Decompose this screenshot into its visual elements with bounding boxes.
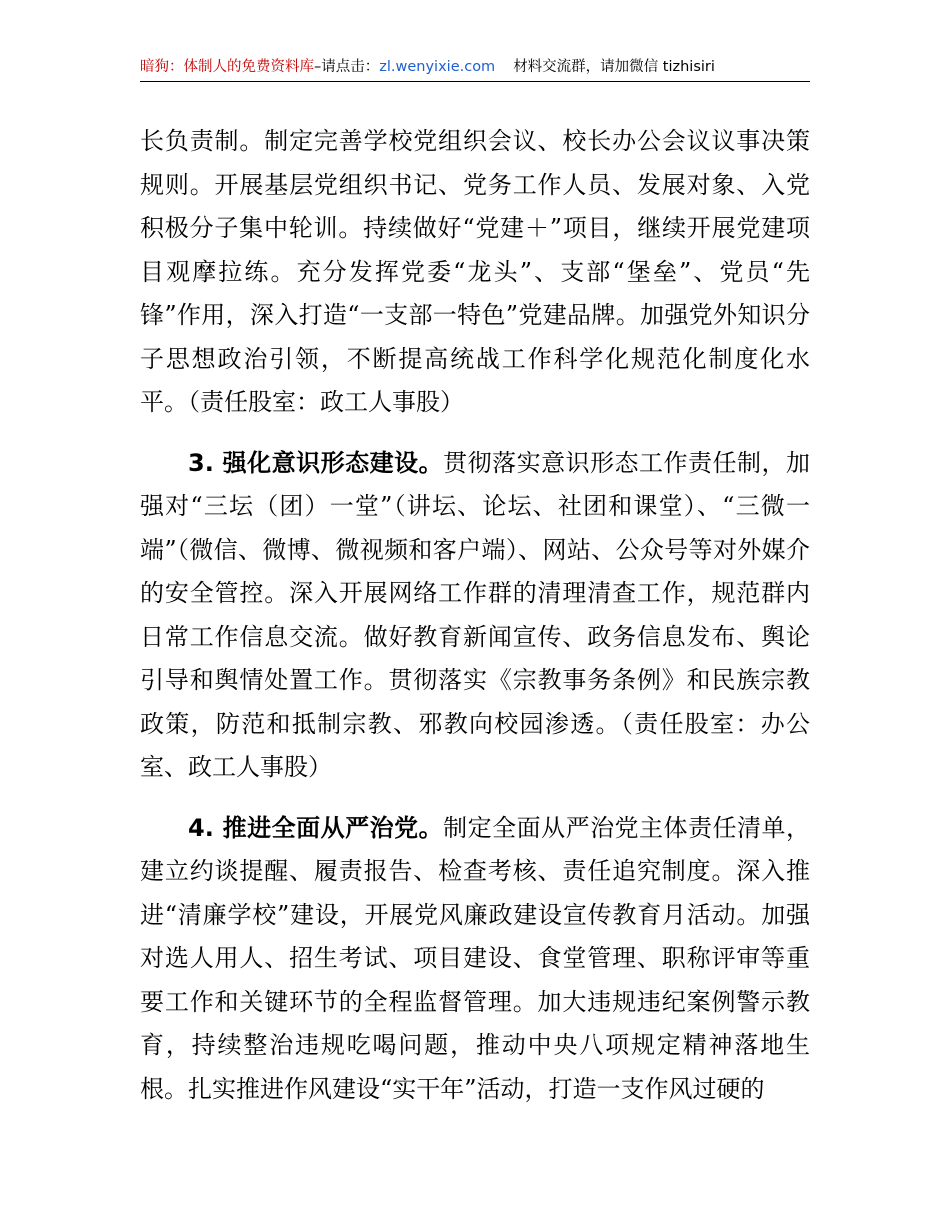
header-click-prompt: –请点击： <box>314 59 380 75</box>
header-link[interactable]: zl.wenyixie.com <box>379 59 496 75</box>
paragraph-section-3 <box>140 442 810 790</box>
paragraph-text: 制定全面从严治党主体责任清单，建立约谈提醒、履责报告、检查考核、责任追究制度。深入推进“清廉学校”建设，开展党风廉政建设宣传教育月活动。加强对选人用人、招生考试、项目建设、食堂管理、职称评审等重要工作和关键环节的全程监督管理。加大违规违纪案例警示教育，持续整治违规吃喝问题，推动中央八项规定精神落地生根。扎实推进作风建设“实干年”活动，打造一支作风过硬的 <box>140 813 811 1103</box>
document-body <box>140 120 810 1111</box>
page-header <box>140 56 810 82</box>
paragraph-continuation <box>140 120 810 425</box>
section-heading: 3. 强化意识形态建设。 <box>188 448 444 477</box>
paragraph-text: 贯彻落实意识形态工作责任制，加强对“三坛（团）一堂”（讲坛、论坛、社团和课堂）、“三微一端”（微信、微博、微视频和客户端）、网站、公众号等对外媒介的安全管控。深入开展网络工作群的清理清查工作，规范群内日常工作信息交流。做好教育新闻宣传、政务信息发布、舆论引导和舆情处置工作。贯彻落实《宗教事务条例》和民族宗教政策，防范和抵制宗教、邪教向校园渗透。（责任股室：办公室、政工人事股） <box>140 448 811 781</box>
header-divider <box>140 81 810 82</box>
header-group-info: 材料交流群，请加微信 tizhisiri <box>513 59 715 75</box>
header-brand: 暗狗：体制人的免费资料库 <box>140 59 314 75</box>
paragraph-section-4 <box>140 807 810 1112</box>
paragraph-text: 长负责制。制定完善学校党组织会议、校长办公会议议事决策规则。开展基层党组织书记、党务工作人员、发展对象、入党积极分子集中轮训。持续做好“党建＋”项目，继续开展党建项目观摩拉练。充分发挥党委“龙头”、支部“堡垒”、党员“先锋”作用，深入打造“一支部一特色”党建品牌。加强党外知识分子思想政治引领，不断提高统战工作科学化规范化制度化水平。（责任股室：政工人事股） <box>140 127 810 416</box>
section-heading: 4. 推进全面从严治党。 <box>188 813 444 842</box>
